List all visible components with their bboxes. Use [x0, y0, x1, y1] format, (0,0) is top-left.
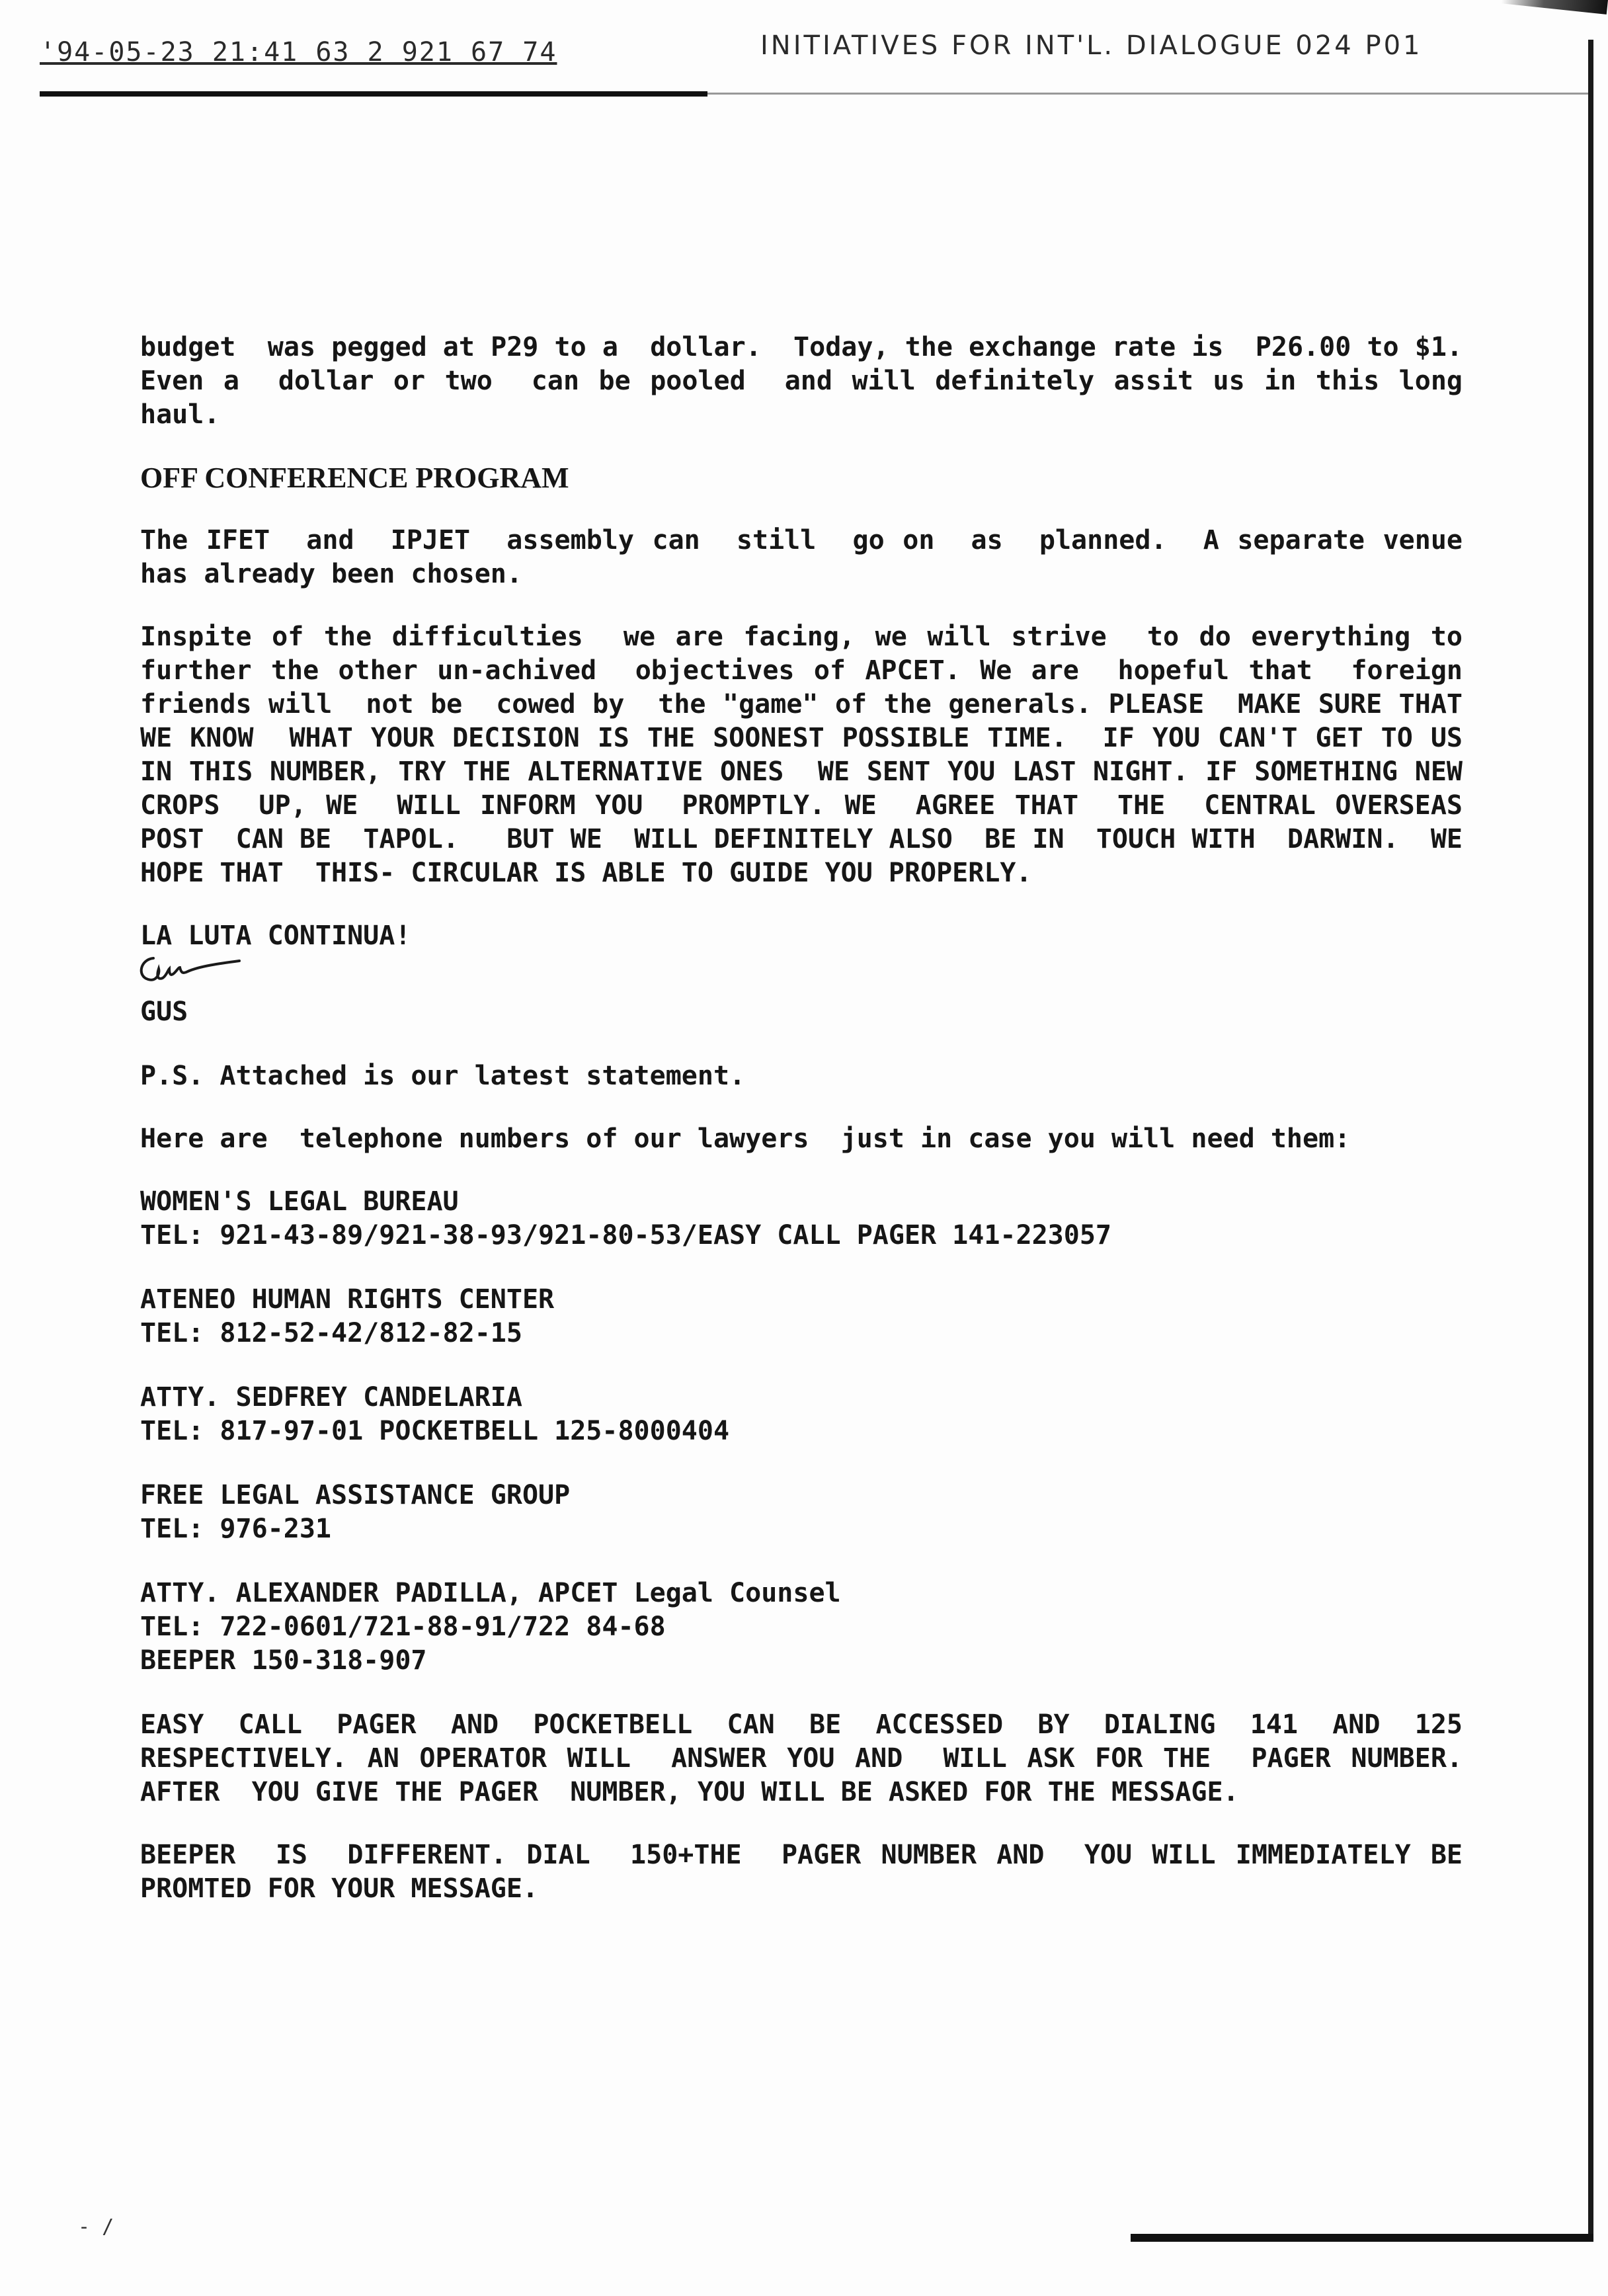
- section-heading: OFF CONFERENCE PROGRAM: [140, 462, 569, 494]
- contact-block: [140, 1577, 1463, 1678]
- contact-tel: TEL: 817-97-01 POCKETBELL 125-8000404: [140, 1416, 730, 1446]
- corner-scan-mark: [1502, 0, 1608, 15]
- contact-name: WOMEN'S LEGAL BUREAU: [140, 1186, 459, 1217]
- contact-beeper: BEEPER 150-318-907: [140, 1645, 427, 1676]
- pager-instructions: EASY CALL PAGER AND POCKETBELL CAN BE ACCESSED BY DIALING 141 AND 125 RESPECTIVELY. AN OPERATOR WILL ANSWER YOU AND WILL ASK FOR THE PAGER NUMBER. AFTER YOU GIVE THE PAGER NUMBER, YOU WILL BE ASKED FOR THE MESSAGE.: [140, 1709, 1495, 1807]
- lawyers-intro: Here are telephone numbers of our lawyers just in case you will need them:: [140, 1124, 1351, 1154]
- contact-name: ATTY. SEDFREY CANDELARIA: [140, 1382, 522, 1413]
- signer-name: GUS: [140, 997, 188, 1027]
- beeper-instructions: BEEPER IS DIFFERENT. DIAL 150+THE PAGER NUMBER AND YOU WILL IMMEDIATELY BE PROMTED FOR YOUR MESSAGE.: [140, 1840, 1479, 1904]
- contact-tel: TEL: 812-52-42/812-82-15: [140, 1318, 522, 1348]
- page-edge-line: [1588, 40, 1593, 2242]
- fax-timestamp-line: '94-05-23 21:41 63 2 921 67 74: [40, 37, 557, 67]
- header-rule: [40, 91, 707, 97]
- difficulties-paragraph: Inspite of the difficulties we are facing, we will strive to do everything to further the other un-achived objectives of APCET. We are hopeful that foreign friends will not be cowed by the "game" of the generals. PLEASE MAKE SURE THAT WE KNOW WHAT YOUR DECISION IS THE SOONEST POSSIBLE TIME. IF YOU CAN'T GET TO US IN THIS NUMBER, TRY THE ALTERNATIVE ONES WE SENT YOU LAST NIGHT. IF SOMETHING NEW CROPS UP, WE WILL INFORM YOU PROMPTLY. WE AGREE THAT THE CENTRAL OVERSEAS POST CAN BE TAPOL. BUT WE WILL DEFINITELY ALSO BE IN TOUCH WITH DARWIN. WE HOPE THAT THIS- CIRCULAR IS ABLE TO GUIDE YOU PROPERLY.: [140, 622, 1495, 888]
- handwritten-signature: [140, 956, 1463, 995]
- bottom-rule: [1131, 2234, 1593, 2242]
- page-corner-mark: - /: [78, 2215, 114, 2238]
- contact-name: ATTY. ALEXANDER PADILLA, APCET Legal Counsel: [140, 1578, 841, 1608]
- contact-name: FREE LEGAL ASSISTANCE GROUP: [140, 1480, 571, 1510]
- contact-tel: TEL: 722-0601/721-88-91/722 84-68: [140, 1612, 666, 1642]
- contact-block: [140, 1479, 1463, 1546]
- contact-name: ATENEO HUMAN RIGHTS CENTER: [140, 1284, 555, 1315]
- header-rule-thin: [707, 93, 1593, 95]
- contact-tel: TEL: 976-231: [140, 1514, 331, 1544]
- fax-header: [40, 26, 1580, 73]
- contact-tel: TEL: 921-43-89/921-38-93/921-80-53/EASY CALL PAGER 141-223057: [140, 1220, 1112, 1250]
- postscript: P.S. Attached is our latest statement.: [140, 1061, 746, 1091]
- closing-line: LA LUTA CONTINUA!: [140, 921, 411, 951]
- budget-paragraph: budget was pegged at P29 to a dollar. Today, the exchange rate is P26.00 to $1. Even a dollar or two can be pooled and will definitely assit us in this long haul.: [140, 332, 1495, 430]
- assembly-paragraph: The IFET and IPJET assembly can still go on as planned. A separate venue has already been chosen.: [140, 525, 1479, 589]
- contact-block: [140, 1283, 1463, 1350]
- letter-body: [140, 331, 1495, 1935]
- fax-sender-line: INITIATIVES FOR INT'L. DIALOGUE 024 P01: [760, 30, 1423, 61]
- contact-block: [140, 1381, 1463, 1448]
- contact-block: [140, 1185, 1463, 1252]
